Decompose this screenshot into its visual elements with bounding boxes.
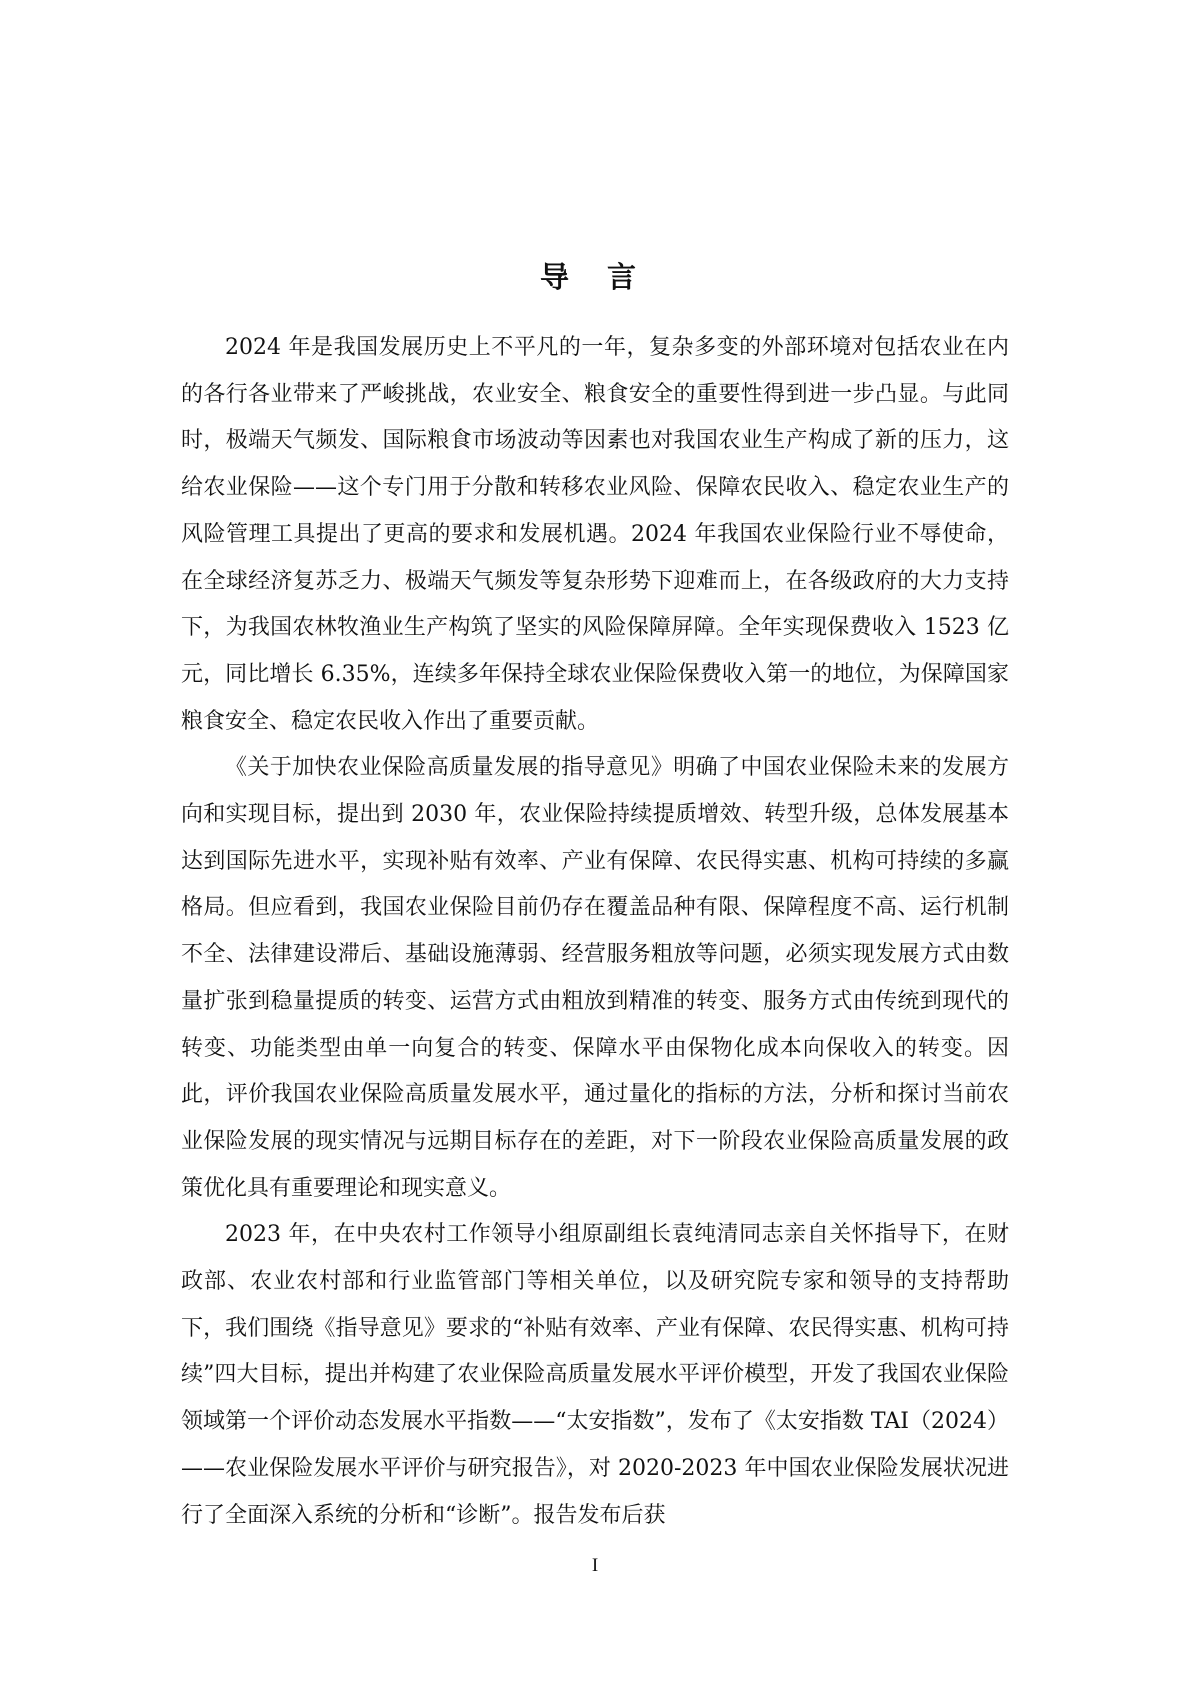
page-title: 导 言: [539, 260, 651, 295]
page-number: I: [591, 1555, 599, 1576]
paragraph-3: 2023 年，在中央农村工作领导小组原副组长袁纯清同志亲自关怀指导下，在财政部、农业农村部和行业监管部门等相关单位，以及研究院专家和领导的支持帮助下，我们围绕《指导意见》要求的“补贴有效率、产业有保障、农民得实惠、机构可持续”四大目标，提出并构建了农业保险高质量发展水平评价模型，开发了我国农业保险领域第一个评价动态发展水平指数——“太安指数”，发布了《太安指数 TAI（2024）——农业保险发展水平评价与研究报告》，对 2020-2023 年中国农业保险发展状况进行了全面深入系统的分析和“诊断”。报告发布后获: [181, 1222, 1009, 1528]
paragraph-1: 2024 年是我国发展历史上不平凡的一年，复杂多变的外部环境对包括农业在内的各行各业带来了严峻挑战，农业安全、粮食安全的重要性得到进一步凸显。与此同时，极端天气频发、国际粮食市场波动等因素也对我国农业生产构成了新的压力，这给农业保险——这个专门用于分散和转移农业风险、保障农民收入、稳定农业生产的风险管理工具提出了更高的要求和发展机遇。2024 年我国农业保险行业不辱使命，在全球经济复苏乏力、极端天气频发等复杂形势下迎难而上，在各级政府的大力支持下，为我国农林牧渔业生产构筑了坚实的风险保障屏障。全年实现保费收入 1523 亿元，同比增长 6.35%，连续多年保持全球农业保险保费收入第一的地位，为保障国家粮食安全、稳定农民收入作出了重要贡献。: [181, 335, 1009, 734]
paragraph-2: 《关于加快农业保险高质量发展的指导意见》明确了中国农业保险未来的发展方向和实现目标，提出到 2030 年，农业保险持续提质增效、转型升级，总体发展基本达到国际先进水平，实现补贴有效率、产业有保障、农民得实惠、机构可持续的多赢格局。但应看到，我国农业保险目前仍存在覆盖品种有限、保障程度不高、运行机制不全、法律建设滞后、基础设施薄弱、经营服务粗放等问题，必须实现发展方式由数量扩张到稳量提质的转变、运营方式由粗放到精准的转变、服务方式由传统到现代的转变、功能类型由单一向复合的转变、保障水平由保物化成本向保收入的转变。因此，评价我国农业保险高质量发展水平，通过量化的指标的方法，分析和探讨当前农业保险发展的现实情况与远期目标存在的差距，对下一阶段农业保险高质量发展的政策优化具有重要理论和现实意义。: [181, 755, 1009, 1201]
body-text: [181, 325, 1009, 1539]
